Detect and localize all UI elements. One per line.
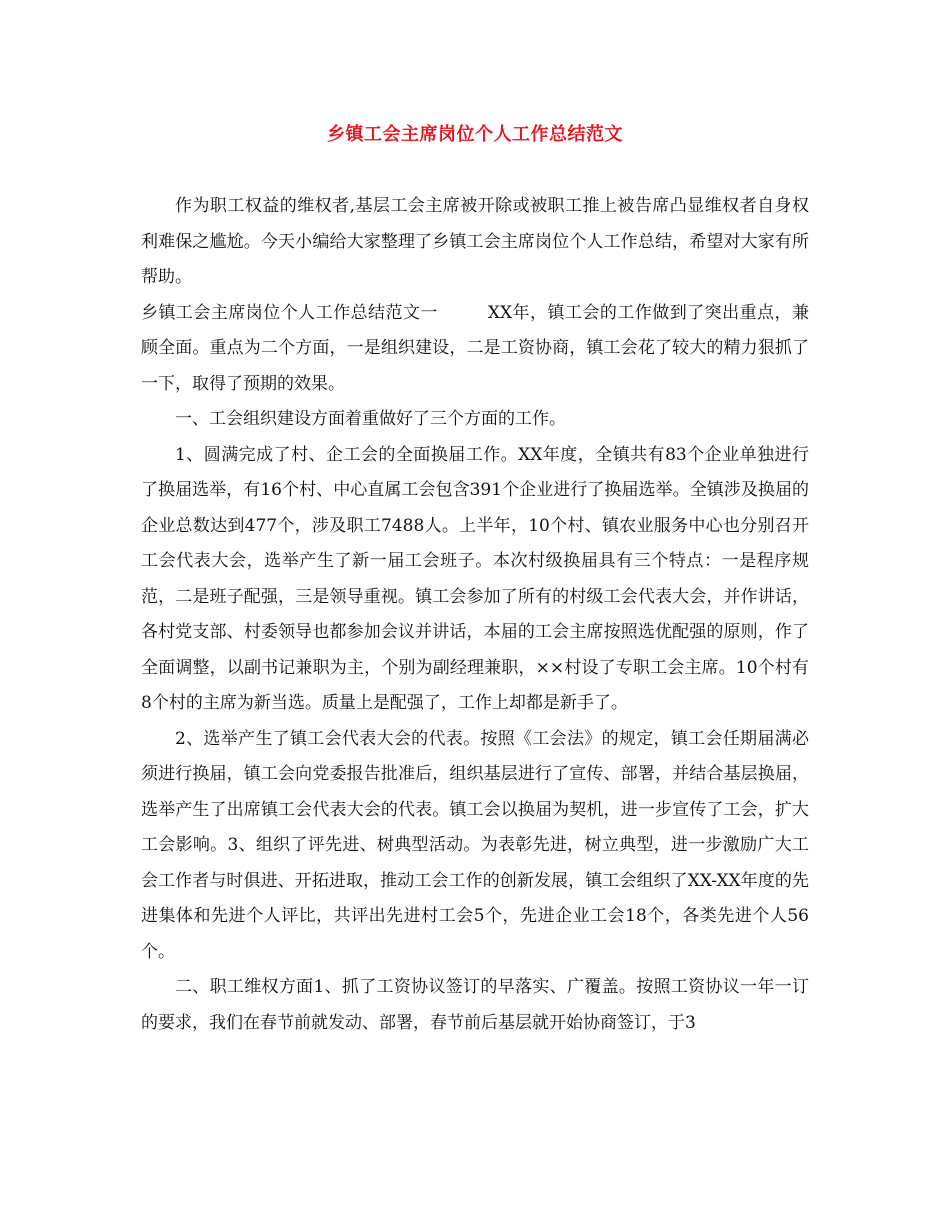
section-heading: 乡镇工会主席岗位个人工作总结范文一	[141, 302, 438, 323]
document-title: 乡镇工会主席岗位个人工作总结范文	[327, 124, 623, 145]
paragraph-4: 二、职工维权方面1、抓了工资协议签订的早落实、广覆盖。按照工资协议一年一订的要求，我们在春节前就发动、部署，春节前后基层就开始协商签订，于3	[141, 977, 809, 1033]
document-body	[141, 189, 809, 1041]
paragraph-1: 一、工会组织建设方面着重做好了三个方面的工作。	[175, 409, 566, 429]
section-paragraph	[141, 296, 809, 403]
intro-paragraph: 作为职工权益的维权者,基层工会主席被开除或被职工推上被告席凸显维权者自身权利难保之尴尬。今天小编给大家整理了乡镇工会主席岗位个人工作总结，希望对大家有所帮助。	[141, 196, 809, 287]
section-intro: XX年，镇工会的工作做到了突出重点，兼顾全面。重点为二个方面，一是组织建设，二是工资协商，镇工会花了较大的精力狠抓了一下，取得了预期的效果。	[141, 302, 809, 394]
paragraph-3: 2、选举产生了镇工会代表大会的代表。按照《工会法》的规定，镇工会任期届满必须进行换届，镇工会向党委报告批准后，组织基层进行了宣传、部署，并结合基层换届，选举产生了出席镇工会代表大会的代表。镇工会以换届为契机，进一步宣传了工会，扩大工会影响。3、组织了评先进、树典型活动。为表彰先进，树立典型，进一步激励广大工会工作者与时俱进、开拓进取，推动工会工作的创新发展，镇工会组织了XX-XX年度的先进集体和先进个人评比，共评出先进村工会5个，先进企业工会18个，各类先进个人56个。	[141, 728, 809, 962]
paragraph-2: 1、圆满完成了村、企工会的全面换届工作。XX年度，全镇共有83个企业单独进行了换届选举，有16个村、中心直属工会包含391个企业进行了换届选举。全镇涉及换届的企业总数达到477个，涉及职工7488人。上半年，10个村、镇农业服务中心也分别召开工会代表大会，选举产生了新一届工会班子。本次村级换届具有三个特点：一是程序规范，二是班子配强，三是领导重视。镇工会参加了所有的村级工会代表大会，并作讲话，各村党支部、村委领导也都参加会议并讲话，本届的工会主席按照选优配强的原则，作了全面调整，以副书记兼职为主，个别为副经理兼职，××村设了专职工会主席。10个村有8个村的主席为新当选。质量上是配强了，工作上却都是新手了。	[141, 444, 809, 713]
